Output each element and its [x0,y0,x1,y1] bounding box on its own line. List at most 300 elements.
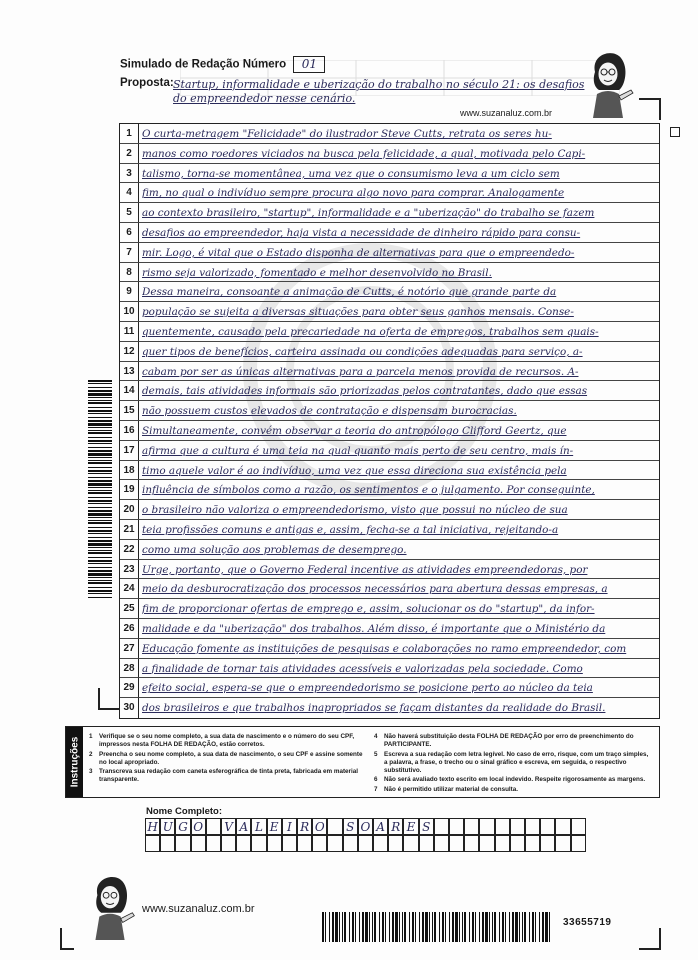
essay-line [120,659,659,679]
barcode-bar [522,912,523,942]
line-text: manos como roedores viciados na busca pela felicidade, a qual, motivada pelo Capi- [142,147,586,160]
barcode-bar [515,912,518,942]
barcode-bar [88,517,112,518]
barcode-bar [88,477,112,478]
essay-line [120,282,659,302]
barcode-bar [88,450,112,452]
line-text: o brasileiro não valoriza o empreendedorismo, visto que possui no núcleo de sua [142,504,568,517]
barcode-bar [372,912,373,942]
line-text: influência de símbolos como a razão, os sentimentos e o julgamento. Por conseguinte, [142,484,595,497]
barcode-bar [88,573,112,576]
instruction-number: 7 [374,786,378,794]
instruction-text: Preencha o seu nome completo, a sua data de nascimento, o seu CPF e assine somente no local apropriado. [99,750,363,766]
name-letter-cell: A [373,818,388,835]
line-number: 8 [120,263,139,282]
barcode-bar [88,483,112,486]
barcode-bar [88,540,112,542]
barcode-bar [88,417,112,418]
instruction-item [89,768,369,784]
barcode-bar [88,582,112,584]
line-number: 15 [120,401,139,420]
essay-writing-area [119,123,660,719]
line-text: população se sujeita a diversas situações para obter seus ganhos mensais. Conse- [142,306,574,319]
barcode-bar [88,480,112,482]
name-letter-cell [221,835,236,852]
essay-line [120,183,659,203]
line-text: Simultaneamente, convém observar a teoria do antropólogo Clifford Geertz, que [142,425,567,437]
line-text: rismo seja valorizado, fomentado e melhor desenvolvido no Brasil. [142,266,492,279]
line-text: demais, tais atividades informais são priorizadas pelos contratantes, dado que essas [142,385,588,398]
barcode-bar [395,912,398,942]
name-letter-cell [297,835,312,852]
essay-line [120,520,659,540]
name-letter-cell: I [282,818,297,835]
line-number: 30 [120,698,139,718]
barcode-bar [88,490,112,491]
name-letter-cell [525,818,540,835]
instructions-tab [66,727,83,797]
barcode-bar [442,912,444,942]
barcode-bar [355,912,356,942]
line-number: 17 [120,441,139,460]
barcode-bar [88,440,112,442]
barcode-bar [88,593,112,594]
barcode-bar [88,467,112,468]
name-letter-cell [358,835,373,852]
line-number: 4 [120,183,139,202]
instruction-number: 1 [89,733,93,740]
barcode-bar [332,912,334,942]
line-number: 22 [120,540,139,559]
line-text: malidade e da "uberização" dos trabalhos. Além disso, é importante que o Ministério da [142,623,606,635]
line-number: 14 [120,381,139,400]
line-number: 18 [120,461,139,480]
line-number: 27 [120,639,139,658]
barcode-bar [88,550,112,551]
mascot-illustration-bottom [83,870,139,940]
proposta-label: Proposta: [120,77,174,89]
instruction-text: Não é permitido utilizar material de consulta. [384,786,519,794]
barcode-number: 33655719 [563,917,612,928]
essay-line [120,579,659,599]
barcode-bar [88,580,112,581]
barcode-bar [404,912,406,942]
name-letter-cell [373,835,388,852]
barcode-bar [362,912,364,942]
barcode-bar [422,912,424,942]
name-letter-cell: O [358,818,373,835]
name-letter-cell [479,818,494,835]
corner-mark-bottom-left [60,928,74,950]
barcode-bar [524,912,526,942]
barcode-bar [492,912,493,942]
line-text: O curta-metragem "Felicidade" do ilustrador Steve Cutts, retrata os seres hu- [142,128,552,140]
barcode-bar [502,912,504,942]
essay-line [120,480,659,500]
name-letter-cell [571,835,586,852]
name-letter-cell: S [343,818,358,835]
essay-line [120,461,659,481]
barcode-horizontal [322,912,552,942]
barcode-bar [88,387,112,388]
line-text: fim, no qual o indivíduo sempre procura algo novo para comprar. Analogamente [142,187,565,200]
barcode-bar [88,393,112,396]
barcode-bar [88,597,112,598]
barcode-bar [374,912,376,942]
barcode-bar [88,443,112,444]
barcode-bar [329,912,330,942]
barcode-bar [352,912,354,942]
barcode-bar [88,400,112,401]
name-letter-cell: G [175,818,190,835]
barcode-bar [505,912,506,942]
barcode-bar [88,533,112,534]
barcode-bar [434,912,436,942]
instructions-box [65,726,660,798]
name-letter-cell [206,818,221,835]
barcode-bar [88,462,112,464]
barcode-bar [545,912,548,942]
barcode-bar [459,912,460,942]
barcode-bar [88,390,112,392]
barcode-bar [88,432,112,434]
barcode-bar [88,500,112,502]
name-letter-cell: E [403,818,418,835]
name-letter-cell [479,835,494,852]
barcode-bar [439,912,440,942]
essay-line [120,560,659,580]
line-number: 21 [120,520,139,539]
line-text: fim de proporcionar ofertas de emprego e, assim, solucionar os do "startup", da infor- [142,603,595,616]
line-text: a finalidade de tornar tais atividades acessíveis e valorizadas pela sociedade. Como [142,662,583,675]
name-letter-cell [495,835,510,852]
barcode-bar [88,430,112,431]
line-text: afirma que a cultura é uma teia na qual quanto mais perto de seu centro, mais ín- [142,444,574,457]
barcode-bar [88,543,112,546]
barcode-bar [88,520,112,521]
name-letter-cell [251,835,266,852]
line-number: 26 [120,619,139,638]
name-letter-cell [540,835,555,852]
instruction-item [374,733,652,749]
barcode-bar [499,912,500,942]
barcode-bar [325,912,326,942]
barcode-bar [88,590,112,592]
instruction-text: Transcreva sua redação com caneta esferográfica de tinta preta, fabricada em material transparente. [99,768,358,784]
barcode-bar [445,912,446,942]
barcode-bar [402,912,403,942]
barcode-bar [542,912,544,942]
name-letter-cell: R [388,818,403,835]
barcode-bar [88,557,112,558]
name-letter-cell [282,835,297,852]
corner-mark-top-right [639,98,661,120]
barcode-bar [88,413,112,414]
barcode-bar [449,912,450,942]
barcode-bar [365,912,368,942]
name-letter-cell [388,835,403,852]
name-letter-cell: E [267,818,282,835]
line-number: 5 [120,203,139,222]
barcode-bar [432,912,433,942]
essay-line [120,540,659,560]
instruction-number: 6 [374,776,378,784]
instructions-left-column [89,733,369,786]
essay-line [120,678,659,698]
instruction-number: 4 [374,733,378,740]
barcode-bar [485,912,488,942]
barcode-bar [88,383,112,384]
barcode-bar [469,912,470,942]
simulado-number: 01 [293,56,325,73]
barcode-bar [88,487,112,488]
line-text: mir. Logo, é vital que o Estado disponha de alternativas para que o empreendedo- [142,246,575,259]
barcode-bar [392,912,394,942]
line-number: 10 [120,302,139,321]
line-number: 20 [120,500,139,519]
essay-line [120,263,659,283]
instruction-number: 2 [89,750,93,758]
barcode-bar [88,492,112,494]
name-letter-cell [327,818,342,835]
corner-mark-left [98,688,120,710]
barcode-bar [512,912,514,942]
name-letter-cell [206,835,221,852]
barcode-bar [369,912,370,942]
barcode-bar [88,473,112,474]
barcode-bar [389,912,390,942]
name-letter-cell [434,835,449,852]
barcode-bar [88,552,112,554]
barcode-bar [88,497,112,498]
barcode-bar [452,912,454,942]
instruction-text: Escreva a sua redação com letra legível. No caso de erro, risque, com um traço simples, a palavra, a frase, o trecho ou o sinal gráfico e escreva, em seguida, o respectivo substitutivo. [384,750,649,774]
barcode-bar [88,560,112,562]
name-letter-cell [312,835,327,852]
barcode-bar [88,407,112,408]
barcode-bar [415,912,416,942]
line-text: efeito social, espera-se que o empreendedorismo se posicione perto ao núcleo da teia [142,682,593,695]
essay-line [120,223,659,243]
full-name-label: Nome Completo: [146,806,222,817]
name-letter-cell: O [191,818,206,835]
essay-line [120,342,659,362]
barcode-bar [479,912,480,942]
name-letter-cell [327,835,342,852]
line-text: quentemente, causado pela precariedade na oferta de empregos, trabalhos sem quais- [142,326,599,338]
line-text: Dessa maneira, consoante a animação de Cutts, é notório que grande parte da [142,286,557,299]
name-letter-cell [191,835,206,852]
barcode-bar [88,410,112,412]
barcode-bar [532,912,534,942]
full-name-grid [145,818,585,854]
line-text: Educação fomente as instituições de pesquisas e colaborações no ramo empreendedor, com [142,642,627,655]
line-text: Urge, portanto, que o Governo Federal incentive as atividades empreendedoras, por [142,563,588,576]
essay-line [120,322,659,342]
barcode-bar [322,912,324,942]
name-letter-cell [464,818,479,835]
essay-line [120,599,659,619]
barcode-bar [455,912,458,942]
name-letter-cell [510,835,525,852]
essay-line [120,362,659,382]
barcode-bar [342,912,343,942]
barcode-bar [494,912,496,942]
barcode-bar [482,912,484,942]
line-number: 23 [120,560,139,579]
barcode-bar [425,912,428,942]
barcode-bar [88,402,112,404]
line-number: 11 [120,322,139,341]
name-letter-cell [540,818,555,835]
instruction-number: 5 [374,750,378,758]
name-letter-cell [267,835,282,852]
instruction-text: Verifique se o seu nome completo, a sua data de nascimento e o número do seu CPF, impressos nesta FOLHA DE REDAÇÃO, estão corretos. [99,733,355,749]
barcode-bar [489,912,490,942]
corner-mark-bottom-right [639,928,661,950]
barcode-bar [88,577,112,578]
name-letter-cell: O [312,818,327,835]
barcode-bar [339,912,340,942]
instruction-number: 3 [89,768,93,776]
barcode-bar [88,510,112,512]
barcode-bar [88,420,112,422]
line-text: quer tipos de benefícios, carteira assinada ou condições adequadas para serviço, a- [142,345,583,358]
barcode-bar [379,912,380,942]
name-letter-cell [464,835,479,852]
instructions-tab-label: Instruções [69,736,80,788]
barcode-bar [88,470,112,472]
barcode-bar [399,912,400,942]
sheet-title: Simulado de Redação Número [120,58,287,71]
name-letter-cell: A [236,818,251,835]
instruction-item [374,786,652,794]
barcode-bar [344,912,346,942]
barcode-bar [88,567,112,568]
barcode-bar [88,423,112,426]
name-letter-cell [525,835,540,852]
line-text: como uma solução aos problemas de desemprego. [142,543,407,556]
barcode-bar [529,912,530,942]
instruction-item [374,776,652,784]
barcode-bar [88,513,112,516]
barcode-bar [88,457,112,458]
barcode-bar [509,912,510,942]
line-number: 25 [120,599,139,618]
barcode-bar [349,912,350,942]
name-letter-cell [419,835,434,852]
name-letter-cell: L [251,818,266,835]
barcode-bar [88,587,112,588]
name-letter-cell [510,818,525,835]
barcode-bar [88,460,112,461]
line-number: 19 [120,480,139,499]
name-letter-cell [495,818,510,835]
barcode-bar [335,912,338,942]
name-letter-cell: S [419,818,434,835]
essay-line [120,243,659,263]
barcode-bar [409,912,410,942]
barcode-bar [429,912,430,942]
line-number: 13 [120,362,139,381]
barcode-bar [88,563,112,564]
name-letter-cell [449,835,464,852]
barcode-bar [88,447,112,448]
line-number: 16 [120,421,139,440]
essay-line [120,381,659,401]
mascot-illustration [583,46,635,118]
essay-line [120,441,659,461]
barcode-bar [419,912,420,942]
website-top: www.suzanaluz.com.br [460,108,553,118]
line-number: 24 [120,579,139,598]
barcode-bar [549,912,550,942]
website-bottom: www.suzanaluz.com.br [142,903,255,915]
essay-line [120,698,659,718]
essay-line [120,401,659,421]
barcode-bar [475,912,476,942]
instruction-item [89,751,369,767]
name-letter-cell [434,818,449,835]
barcode-bar [88,507,112,508]
barcode-bar [472,912,474,942]
essay-line [120,500,659,520]
name-letter-cell [571,818,586,835]
name-letter-cell [449,818,464,835]
barcode-bar [88,427,112,428]
line-text: ao contexto brasileiro, "startup", informalidade e a "uberização" do trabalho se fazem [142,207,595,220]
barcode-bar [535,912,536,942]
essay-line [120,124,659,144]
line-number: 6 [120,223,139,242]
line-number: 1 [120,124,139,143]
barcode-bar [385,912,386,942]
name-letter-cell: H [145,818,160,835]
name-letter-cell [145,835,160,852]
line-number: 2 [120,144,139,163]
barcode-vertical [88,380,112,600]
instruction-text: Não haverá substituição desta FOLHA DE REDAÇÃO por erro de preenchimento do PARTICIPANTE. [384,733,634,749]
line-text: meio da desburocratização dos processos necessários para abertura dessas empresas, a [142,583,608,596]
name-letter-cell: U [160,818,175,835]
line-text: teia profissões comuns e antigas e, assim, fecha-se a tal iniciativa, rejeitando-a [142,524,559,536]
name-letter-cell [175,835,190,852]
essay-line [120,421,659,441]
line-number: 29 [120,678,139,697]
barcode-bar [88,570,112,572]
essay-line [120,203,659,223]
line-number: 3 [120,164,139,183]
instructions-right-column [374,733,652,796]
barcode-bar [88,503,112,504]
line-number: 12 [120,342,139,361]
instruction-text: Não será avaliado texto escrito em local indevido. Respeite rigorosamente as margens. [384,776,646,784]
barcode-bar [519,912,520,942]
barcode-bar [88,453,112,456]
essay-line [120,639,659,659]
proposta-text-line-1: Startup, informalidade e uberização do trabalho no século 21: os desafios [173,78,585,91]
line-text: timo aquele valor é ao indivíduo, uma vez que essa direciona sua existência pela [142,464,567,477]
name-letter-cell [343,835,358,852]
line-text: desafios ao empreendedor, haja vista a necessidade de dinheiro rápido para consu- [142,227,581,239]
barcode-bar [88,527,112,528]
barcode-bar [412,912,414,942]
name-letter-cell [403,835,418,852]
barcode-bar [88,522,112,524]
barcode-bar [88,437,112,438]
line-text: cabam por ser as únicas alternativas para a parcela menos provida de recursos. A- [142,365,579,378]
line-number: 28 [120,659,139,678]
